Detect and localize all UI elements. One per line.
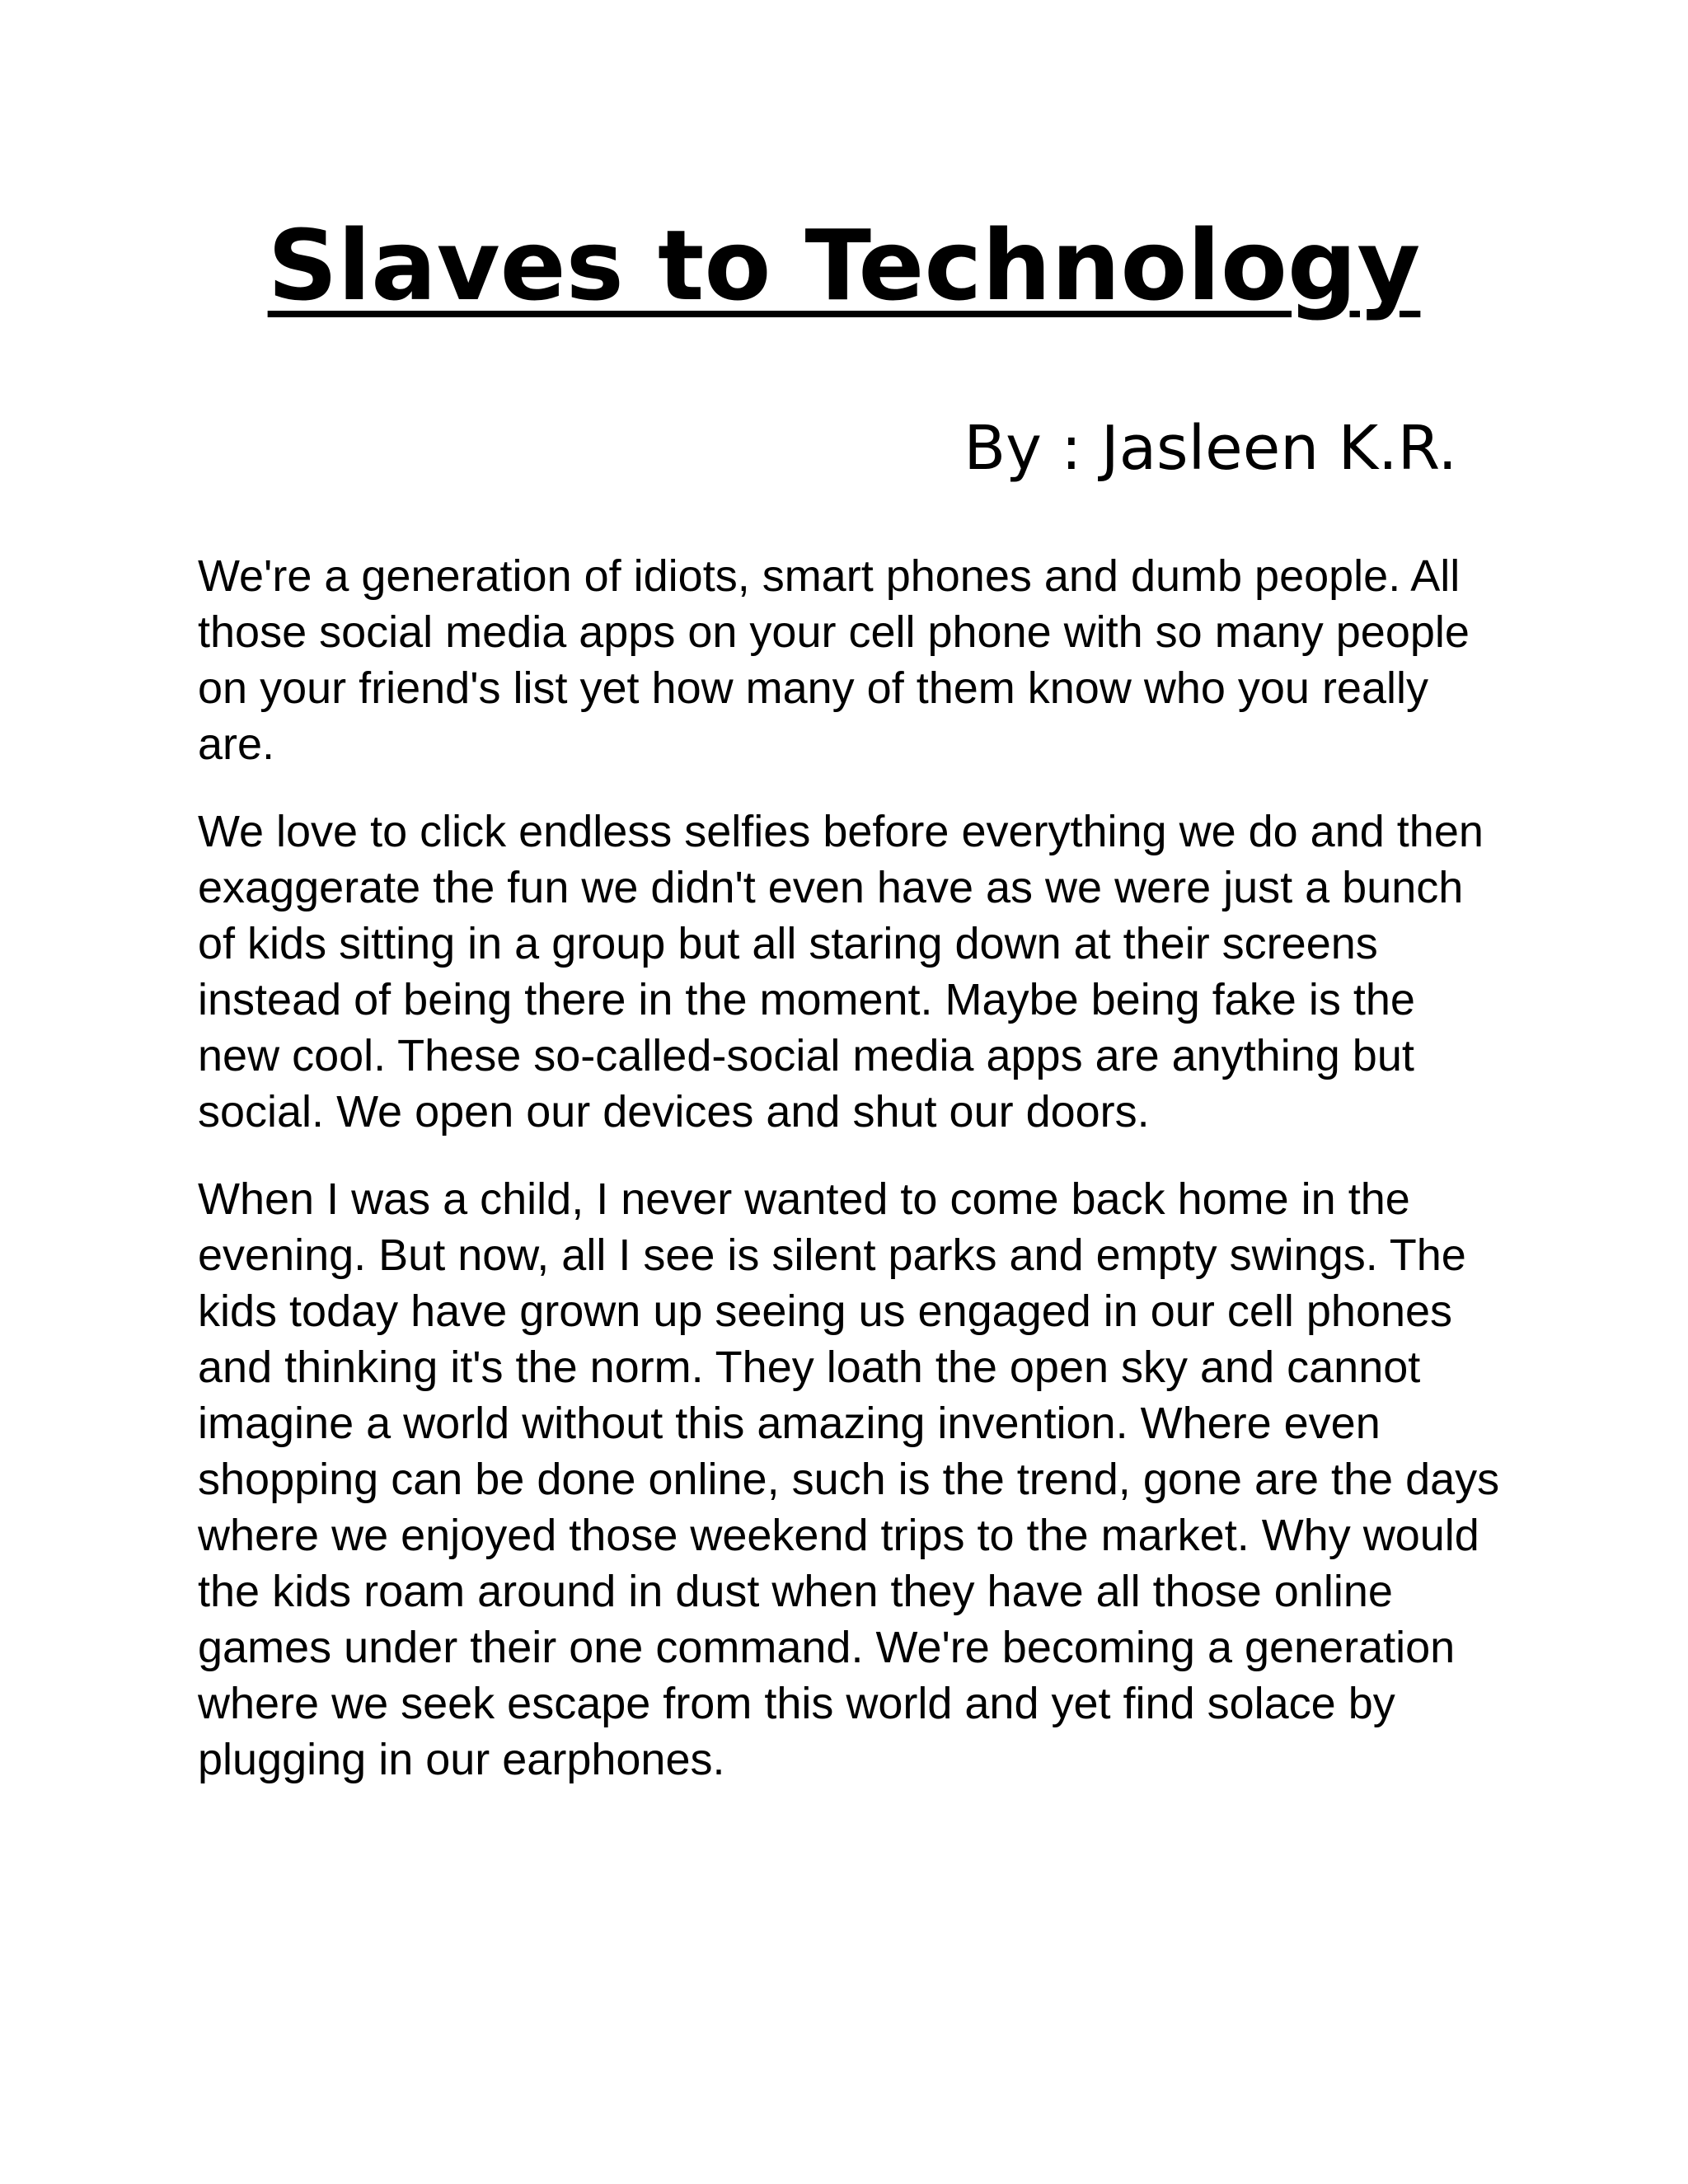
paragraph-1: We're a generation of idiots, smart phones and dumb people. All those social media apps on your cell phone with so many people on your friend's list yet how many of them know who you really are.	[198, 551, 1470, 769]
document-title	[0, 210, 1688, 322]
paragraph-3: When I was a child, I never wanted to come back home in the evening. But now, all I see is silent parks and empty swings. The kids today have grown up seeing us engaged in our cell phones and thinking it's the norm. They loath the open sky and cannot imagine a world without this amazing invention. Where even shopping can be done online, such is the trend, gone are the days where we enjoyed those weekend trips to the market. Why would the kids roam around in dust when they have all those online games under their one command. We're becoming a generation where we seek escape from this world and yet find solace by plugging in our earphones.	[198, 1174, 1500, 1784]
document-body	[198, 548, 1500, 1819]
author-byline: By : Jasleen K.R.	[964, 413, 1457, 484]
document-title-text: Slaves to Technology	[267, 209, 1421, 322]
paragraph-2: We love to click endless selfies before everything we do and then exaggerate the fun we didn't even have as we were just a bunch of kids sitting in a group but all staring down at their screens instead of being there in the moment. Maybe being fake is the new cool. These so-called-social media apps are anything but social. We open our devices and shut our doors.	[198, 807, 1484, 1137]
